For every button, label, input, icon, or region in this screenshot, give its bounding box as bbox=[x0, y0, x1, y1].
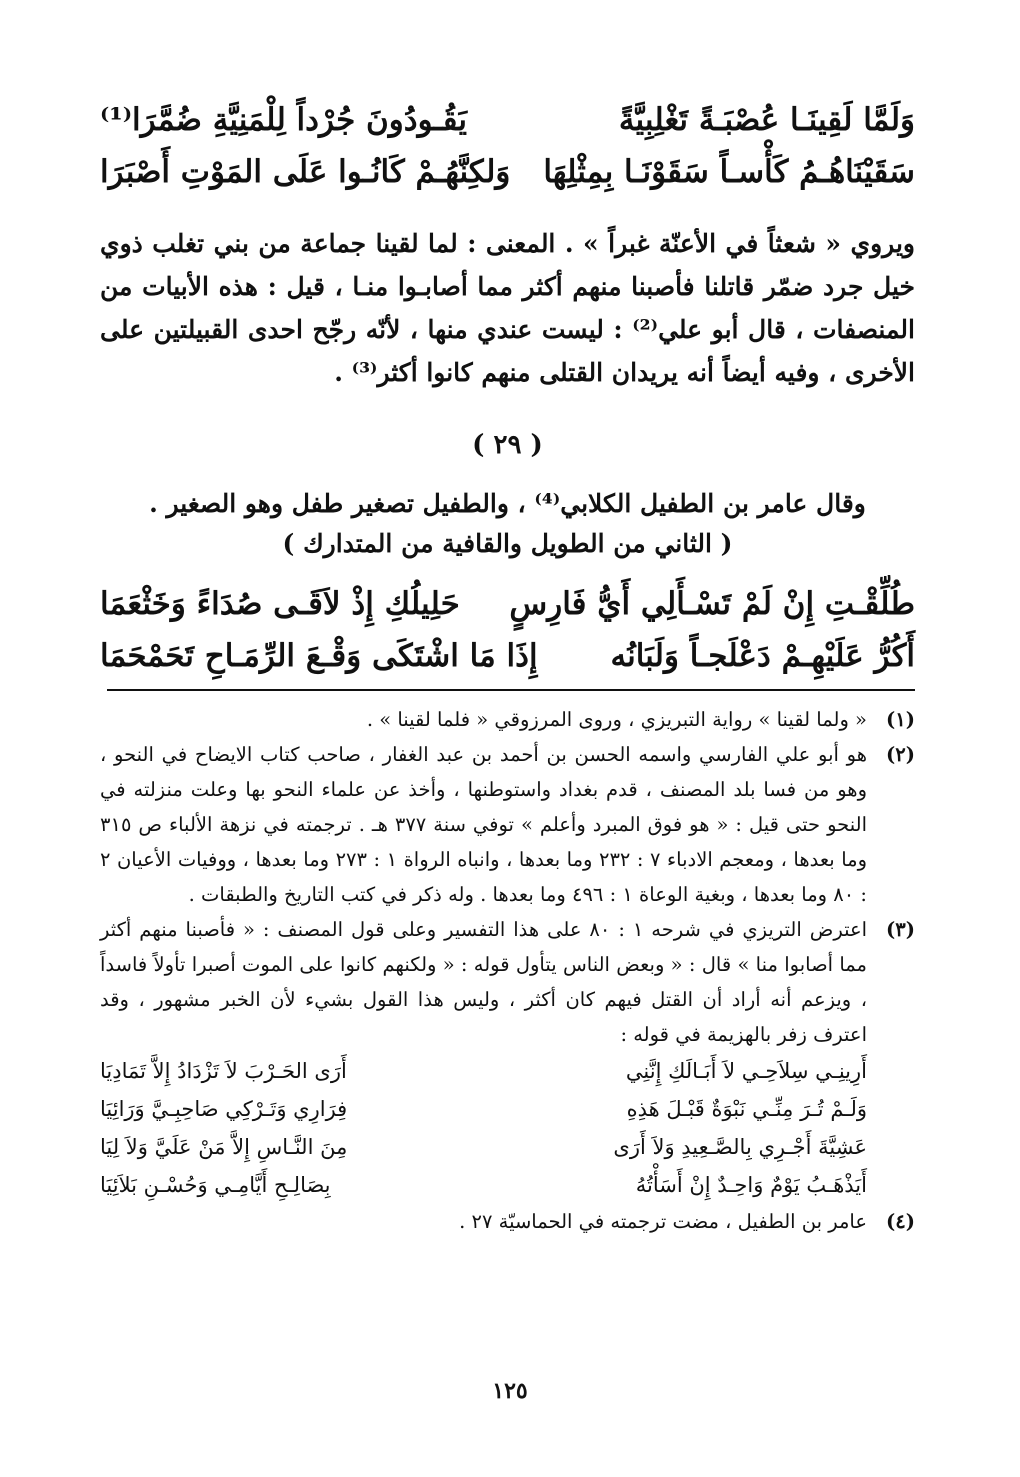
commentary-paragraph: ويروي « شعثاً في الأعنّة غبراً » . المعنى : لما لقينا جماعة من بني تغلب ذوي خيل جرد ضمّر قاتلنا فأصبنا منهم أكثر مما أصابـوا منـا ، قيل : هذه الأبيات من المنصفات ، قال أبو علي⁽²⁾ : ليست عندي منها ، لأنّه رجّح احدى القبيلتين على الأخرى ، وفيه أيضاً أنه يريدان القتلى منهم كانوا أكثر⁽³⁾ . bbox=[100, 229, 915, 387]
footnote-number: (٤) bbox=[886, 1210, 915, 1233]
verse-first-hemistich: أَكُرُّ عَلَيْهِـمْ دَعْلَجـاً وَلَبَانُه bbox=[610, 638, 915, 674]
footnote-verse bbox=[100, 1128, 915, 1166]
verse-first-hemistich: مِنَ النَّـاسِ إِلاَّ مَنْ عَلَيَّ وَلاَ لِيَا bbox=[100, 1135, 348, 1159]
verse-second-hemistich: يَقُـودُونَ جُرْداً لِلْمَنِيَّةِ ضُمَّرَا⁽¹⁾ bbox=[100, 102, 467, 138]
verse-first-hemistich: فِرَارِي وَتَـرْكِي صَاحِبِـيَّ وَرَائِيَا bbox=[100, 1097, 348, 1121]
footnote-text: هو أبو علي الفارسي واسمه الحسن بن أحمد بن عبد الغفار ، صاحب كتاب الايضاح في النحو ، وهو من فسا بلد المصنف ، قدم بغداد واستوطنها ، وأخذ عن علماء النحو بها وعلت منزلته في النحو حتى قيل : « هو فوق المبرد وأعلم » توفي سنة ٣٧٧ هـ . ترجمته في نزهة الألباء ص ٣١٥ وما بعدها ، ومعجم الادباء ٧ : ٢٣٢ وما بعدها ، وانباه الرواة ١ : ٢٧٣ وما بعدها ، ووفيات الأعيان ٢ : ٨٠ وما بعدها ، وبغية الوعاة ١ : ٤٩٦ وما بعدها . وله ذكر في كتب التاريخ والطبقات . bbox=[100, 743, 868, 906]
verse-second-hemistich: وَلَـمْ تُـرَ مِنِّـي نَبْوَةٌ قَبْـلَ هَذِهِ bbox=[626, 1097, 867, 1121]
footnote-text: عامر بن الطفيل ، مضت ترجمته في الحماسيّة ٢٧ . bbox=[459, 1210, 867, 1233]
footnote-verse bbox=[100, 1052, 915, 1090]
footnote-verse bbox=[100, 1166, 915, 1204]
verse-line bbox=[100, 578, 915, 630]
poem-29 bbox=[100, 578, 915, 682]
verse-second-hemistich: أَيَذْهَـبُ يَوْمٌ وَاحِـدٌ إِنْ أَسَأْتُهُ bbox=[635, 1173, 867, 1197]
verse-line bbox=[100, 94, 915, 146]
footnote bbox=[100, 737, 915, 912]
verse-second-hemistich: وَلكِنَّهُـمْ كَانُـوا عَلَى المَوْتِ أَصْبَرَا bbox=[100, 154, 511, 190]
verse-first-hemistich: سَقَيْنَاهُـمُ كَأْسـاً سَقَوْنَـا بِمِثْلِهَا bbox=[543, 154, 915, 190]
poem-introduction bbox=[100, 484, 915, 564]
verse-second-hemistich: أَرِينِـي سِلاَحِـي لاَ أَبَـالَكِ إِنَّنِي bbox=[625, 1059, 867, 1083]
intro-line: وقال عامر بن الطفيل الكلابي⁽⁴⁾ ، والطفيل تصغير طفل وهو الصغير . bbox=[149, 489, 866, 518]
footnote-verse bbox=[100, 1090, 915, 1128]
verse-first-hemistich: بِصَالِـحِ أَيَّامِـي وَحُسْـنِ بَلاَئِيَا bbox=[100, 1173, 331, 1197]
verse-second-hemistich: عَشِيَّةَ أَجْـرِي بِالصَّـعِيدِ وَلاَ أَرَى bbox=[613, 1135, 867, 1159]
footnote-number: (٣) bbox=[886, 918, 915, 941]
verse-line bbox=[100, 146, 915, 198]
section-number: ( ٢٩ ) bbox=[472, 430, 543, 460]
page-number: ١٢٥ bbox=[492, 1378, 528, 1404]
footnote-divider bbox=[107, 689, 915, 691]
footnote-text: اعترض التريزي في شرحه ١ : ٨٠ على هذا التفسير وعلى قول المصنف : « فأصبنا منهم أكثر مما أصابوا منا » قال : « وبعض الناس يتأول قوله : « ولكنهم كانوا على الموت أصبرا تأولاً فاسداً ، ويزعم أنه أراد أن القتل فيهم كان أكثر ، وليس هذا القول بشيء لأن الخبر مشهور ، وقد اعترف زفر بالهزيمة في قوله : bbox=[100, 918, 868, 1046]
verse-second-hemistich: إِذَا مَا اشْتَكَى وَقْـعَ الرِّمَـاحِ تَحَمْحَمَا bbox=[100, 638, 538, 674]
verse-first-hemistich: وَلَمَّا لَقِينَـا عُصْبَـةً تَغْلِبِيَّةً bbox=[618, 102, 915, 138]
footnote-number: (٢) bbox=[886, 743, 915, 766]
verse-second-hemistich: حَلِيلُكِ إِذْ لاَقَـى صُدَاءً وَخَثْعَمَا bbox=[100, 586, 460, 622]
footnote-number: (١) bbox=[886, 708, 915, 731]
footnote bbox=[100, 702, 915, 737]
footnotes bbox=[100, 702, 915, 1239]
verse-first-hemistich: أَرَى الحَـرْبَ لاَ تَزْدَادُ إِلاَّ تَمَادِيَا bbox=[100, 1059, 347, 1083]
footnote bbox=[100, 1204, 915, 1239]
verse-line bbox=[100, 630, 915, 682]
footnote bbox=[100, 912, 915, 1052]
footnote-text: « ولما لقينا » رواية التبريزي ، وروى المرزوقي « فلما لقينا » . bbox=[366, 708, 867, 731]
meter-line: ( الثاني من الطويل والقافية من المتدارك ) bbox=[282, 529, 733, 558]
top-poem bbox=[100, 94, 915, 198]
verse-first-hemistich: طُلِّقْـتِ إِنْ لَمْ تَسْـأَلِي أَيُّ فَارِسٍ bbox=[509, 586, 915, 622]
